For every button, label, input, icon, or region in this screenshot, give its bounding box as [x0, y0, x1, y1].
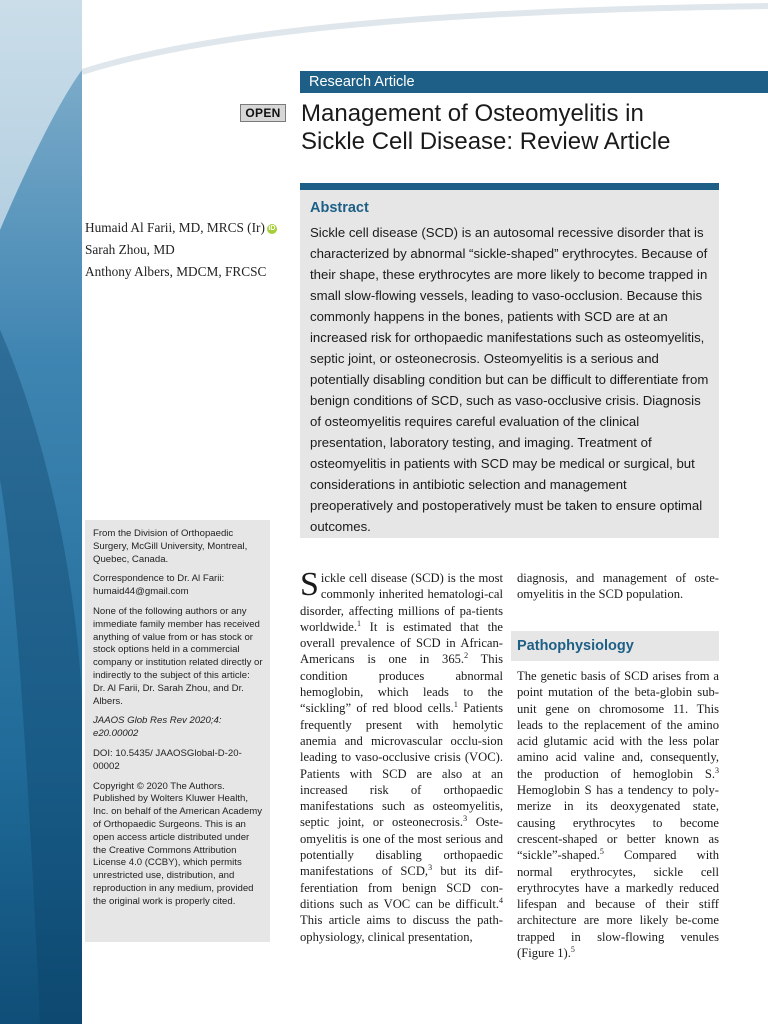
reference-link[interactable]: 4	[499, 895, 503, 905]
reference-link[interactable]: 2	[464, 651, 469, 661]
body-text: but its dif-ferentiation from benign SCD con-ditions such as VOC can be difficult.	[300, 864, 503, 911]
body-text: This condition produces abnormal hemoglobin, which leads to the “sickling” of red blood cells.	[300, 652, 503, 716]
journal-citation: JAAOS Glob Res Rev 2020;4: e20.00002	[93, 715, 222, 740]
article-info-box	[85, 520, 270, 942]
reference-link[interactable]: 5	[599, 847, 604, 857]
abstract-box	[300, 183, 719, 538]
title-line-2: Sickle Cell Disease: Review Article	[301, 128, 671, 155]
doi: DOI: 10.5435/ JAAOSGlobal-D-20-00002	[93, 747, 242, 772]
body-column-1	[300, 566, 504, 945]
author-1	[85, 220, 285, 236]
abstract-heading: Abstract	[310, 200, 369, 216]
reference-link[interactable]: 3	[715, 765, 719, 775]
decorative-top-curve	[0, 0, 768, 75]
abstract-text: Sickle cell disease (SCD) is an autosomal recessive disorder that is characterized by abnormal “sickle-shaped” erythrocytes. Because of their shape, these erythrocytes are more likely to become trapped in small slow-flowing vessels, leading to vaso-occlusion. Because this commonly happens in the bones, patients with SCD are at an increased risk for orthopaedic manifestations such as osteomyelitis, septic joint, or osteonecrosis. Osteomyelitis is a serious and potentially disabling condition but can be difficult to differentiate from benign conditions of SCD, such as vaso-occlusive crisis. Diagnosis of osteomyelitis requires careful evaluation of the clinical presentation, laboratory testing, and imaging. Treatment of osteomyelitis in patients with SCD may be medical or surgical, but considerations in antibiotic selection and management preoperatively and postoperatively must be taken to ensure optimal outcomes.	[310, 225, 709, 534]
section-heading-box	[511, 631, 719, 661]
reference-link[interactable]: 3	[428, 863, 433, 873]
title-line-1: Management of Osteomyelitis in	[301, 100, 644, 127]
author-name: Humaid Al Farii, MD, MRCS (Ir)	[85, 220, 265, 235]
body-text: It is estimated that the overall prevalence of SCD in African-Americans is one in 365.	[300, 619, 503, 667]
author-list	[85, 220, 285, 286]
article-title	[301, 100, 761, 156]
reference-link[interactable]: 1	[357, 618, 362, 628]
body-text: This article aims to discuss the path-ophysiology, clinical presentation,	[300, 913, 503, 944]
body-column-2	[517, 668, 719, 961]
copyright: Copyright © 2020 The Authors. Published by Wolters Kluwer Health, Inc. on behalf of the American Academy of Orthopaedic Surgeons. This is an open access article distributed under the Creative Commons Attribution License 4.0 (CCBY), which permits unrestricted use, distribution, and reproduction in any medium, provided the original work is properly cited.	[93, 780, 263, 907]
author-2: Sarah Zhou, MD	[85, 242, 175, 257]
body-text: Compared with normal erythrocytes, sickle cell erythrocytes have a markedly reduced lifespan and because of their stiff architecture are more likely be-come trapped in slow-flowing venules (Figure 1).	[517, 848, 719, 961]
section-label: Research Article	[300, 71, 768, 93]
body-text: Patients frequently present with hemolytic anemia and microvascular occlu-sion leading to vaso-occlusive crisis (VOC). Patients with SCD are also at an increased risk of orthopaedic manifestations such as osteomyelitis, septic joint, or osteonecrosis.	[300, 701, 504, 830]
body-text: Hemoglobin S has a tendency to poly-merize in its deoxygenated state, causing erythrocytes to become crescent-shaped or better known as “sickle”-shaped.	[517, 783, 719, 863]
body-text: Oste-omyelitis is one of the most serious and potentially disabling orthopaedic manifestations of SCD,	[300, 815, 503, 879]
open-access-badge: OPEN	[240, 104, 286, 122]
drop-cap: S	[300, 566, 319, 603]
reference-link[interactable]: 3	[463, 814, 468, 824]
correspondence: Correspondence to Dr. Al Farii: humaid44@gmail.com	[93, 573, 225, 598]
reference-link[interactable]: 5	[570, 944, 575, 954]
affiliation: From the Division of Orthopaedic Surgery, McGill University, Montreal, Quebec, Canada.	[93, 528, 248, 565]
author-3: Anthony Albers, MDCM, FRCSC	[85, 264, 267, 279]
body-column-2-top: diagnosis, and management of oste-omyelitis in the SCD population.	[517, 571, 719, 602]
pathophysiology-heading: Pathophysiology	[517, 638, 634, 654]
disclosure: None of the following authors or any immediate family member has received anything of value from or has stock or stock options held in a commercial company or institution related directly or indirectly to the subject of this article: Dr. Al Farii, Dr. Sarah Zhou, and Dr. Albers.	[93, 605, 263, 707]
decorative-side-band	[0, 0, 82, 1024]
orcid-icon[interactable]: iD	[268, 224, 276, 232]
reference-link[interactable]: 1	[453, 700, 458, 710]
body-text: ickle cell disease (SCD) is the most commonly inherited hematologi-cal disorder, affecting millions of pa-tients worldwide.	[300, 571, 503, 634]
body-text: The genetic basis of SCD arises from a point mutation of the beta-globin sub-unit gene on chromosome 11. This leads to the replacement of the amino acid glutamic acid with the less polar amino acid valine and, consequently, the production of hemoglobin S.	[517, 669, 719, 781]
